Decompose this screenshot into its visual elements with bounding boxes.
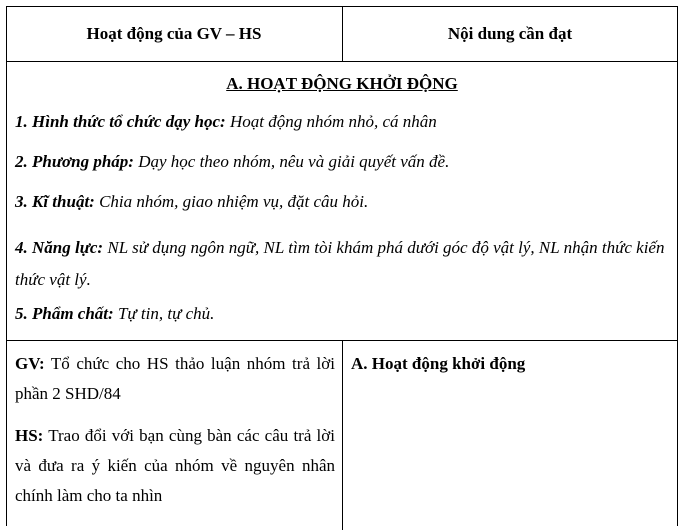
lesson-table (6, 6, 678, 526)
item-label: 2. Phương pháp: (15, 152, 134, 171)
hs-text: Trao đổi với bạn cùng bàn các câu trả lời và đưa ra ý kiến của nhóm về nguyên nhân chính làm cho ta nhìn (15, 426, 335, 505)
item-method (15, 152, 671, 172)
item-text: Chia nhóm, giao nhiệm vụ, đặt câu hỏi. (94, 192, 369, 211)
hs-paragraph (15, 421, 335, 511)
item-technique (15, 192, 671, 212)
header-content: Nội dung cần đạt (447, 24, 573, 43)
body-divider (342, 340, 343, 530)
item-text: NL sử dụng ngôn ngữ, NL tìm tòi khám phá dưới góc độ vật lý, NL nhận thức kiến thức vật lý. (15, 238, 665, 289)
gv-text: Tổ chức cho HS thảo luận nhóm trả lời phần 2 SHD/84 (15, 354, 335, 403)
item-organization (15, 112, 671, 132)
item-label: 4. Năng lực: (15, 238, 104, 257)
item-label: 1. Hình thức tổ chức dạy học: (15, 112, 226, 131)
header-bottom-line (6, 61, 678, 62)
item-quality (15, 304, 671, 324)
item-text: Dạy học theo nhóm, nêu và giải quyết vấn đề. (133, 152, 450, 171)
gv-paragraph (15, 349, 335, 409)
item-text: Tự tin, tự chủ. (113, 304, 215, 323)
item-label: 5. Phẩm chất: (15, 304, 114, 323)
section-title: A. HOẠT ĐỘNG KHỞI ĐỘNG (226, 74, 458, 93)
hs-label: HS: (15, 426, 44, 445)
gv-label: GV: (15, 354, 45, 373)
item-label: 3. Kĩ thuật: (15, 192, 95, 211)
content-heading: A. Hoạt động khởi động (351, 354, 526, 373)
item-competence (15, 232, 671, 296)
item-text: Hoạt động nhóm nhỏ, cá nhân (225, 112, 437, 131)
header-activity: Hoạt động của GV – HS (86, 24, 262, 43)
